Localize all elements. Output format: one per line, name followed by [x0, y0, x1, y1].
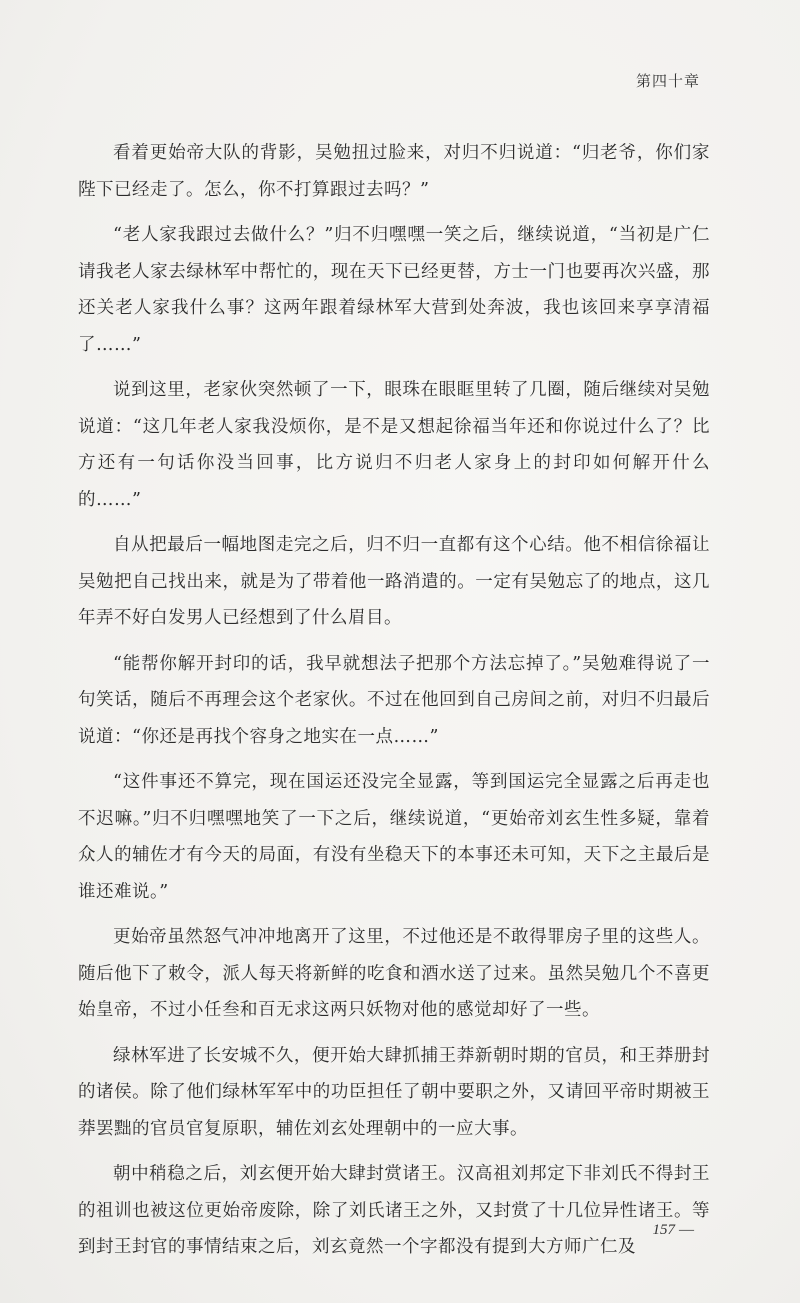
body-text: [78, 135, 710, 1275]
paragraph: “能帮你解开封印的话，我早就想法子把那个方法忘掉了。”吴勉难得说了一句笑话，随后不再理会这个老家伙。不过在他回到自己房间之前，对归不归最后说道：“你还是再找个容身之地实在一点……”: [78, 653, 710, 747]
paragraph: 自从把最后一幅地图走完之后，归不归一直都有这个心结。他不相信徐福让吴勉把自己找出来，就是为了带着他一路消遣的。一定有吴勉忘了的地点，这几年弄不好白发男人已经想到了什么眉目。: [78, 535, 710, 628]
page-number-dash: —: [679, 1222, 694, 1238]
paragraph: “这件事还不算完，现在国运还没完全显露，等到国运完全显露之后再走也不迟嘛。”归不归嘿嘿地笑了一下之后，继续说道，“更始帝刘玄生性多疑，靠着众人的辅佐才有今天的局面，有没有坐稳天下的本事还未可知，天下之主最后是谁还难说。”: [78, 772, 710, 902]
page-number: [653, 1222, 695, 1239]
page-number-value: 157: [652, 1222, 675, 1238]
paragraph: 朝中稍稳之后，刘玄便开始大肆封赏诸王。汉高祖刘邦定下非刘氏不得封王的祖训也被这位更始帝废除，除了刘氏诸王之外，又封赏了十几位异性诸王。等到封王封官的事情结束之后，刘玄竟然一个字都没有提到大方师广仁及: [78, 1164, 710, 1257]
paragraph: “老人家我跟过去做什么？”归不归嘿嘿一笑之后，继续说道，“当初是广仁请我老人家去绿林军中帮忙的，现在天下已经更替，方士一门也要再次兴盛，那还关老人家我什么事？这两年跟着绿林军大营到处奔波，我也该回来享享清福了……”: [78, 225, 710, 355]
chapter-header: 第四十章: [635, 72, 700, 90]
paragraph: 更始帝虽然怒气冲冲地离开了这里，不过他还是不敢得罪房子里的这些人。随后他下了敕令，派人每天将新鲜的吃食和酒水送了过来。虽然吴勉几个不喜更始皇帝，不过小任叁和百无求这两只妖物对他的感觉却好了一些。: [78, 927, 710, 1020]
paragraph: 说到这里，老家伙突然顿了一下，眼珠在眼眶里转了几圈，随后继续对吴勉说道：“这几年老人家我没烦你，是不是又想起徐福当年还和你说过什么了？比方还有一句话你没当回事，比方说归不归老人家身上的封印如何解开什么的……”: [78, 380, 710, 510]
paragraph: 看着更始帝大队的背影，吴勉扭过脸来，对归不归说道：“归老爷，你们家陛下已经走了。怎么，你不打算跟过去吗？”: [78, 143, 710, 200]
paragraph: 绿林军进了长安城不久，便开始大肆抓捕王莽新朝时期的官员，和王莽册封的诸侯。除了他们绿林军军中的功臣担任了朝中要职之外，又请回平帝时期被王莽罢黜的官员官复原职，辅佐刘玄处理朝中的一应大事。: [78, 1045, 710, 1139]
